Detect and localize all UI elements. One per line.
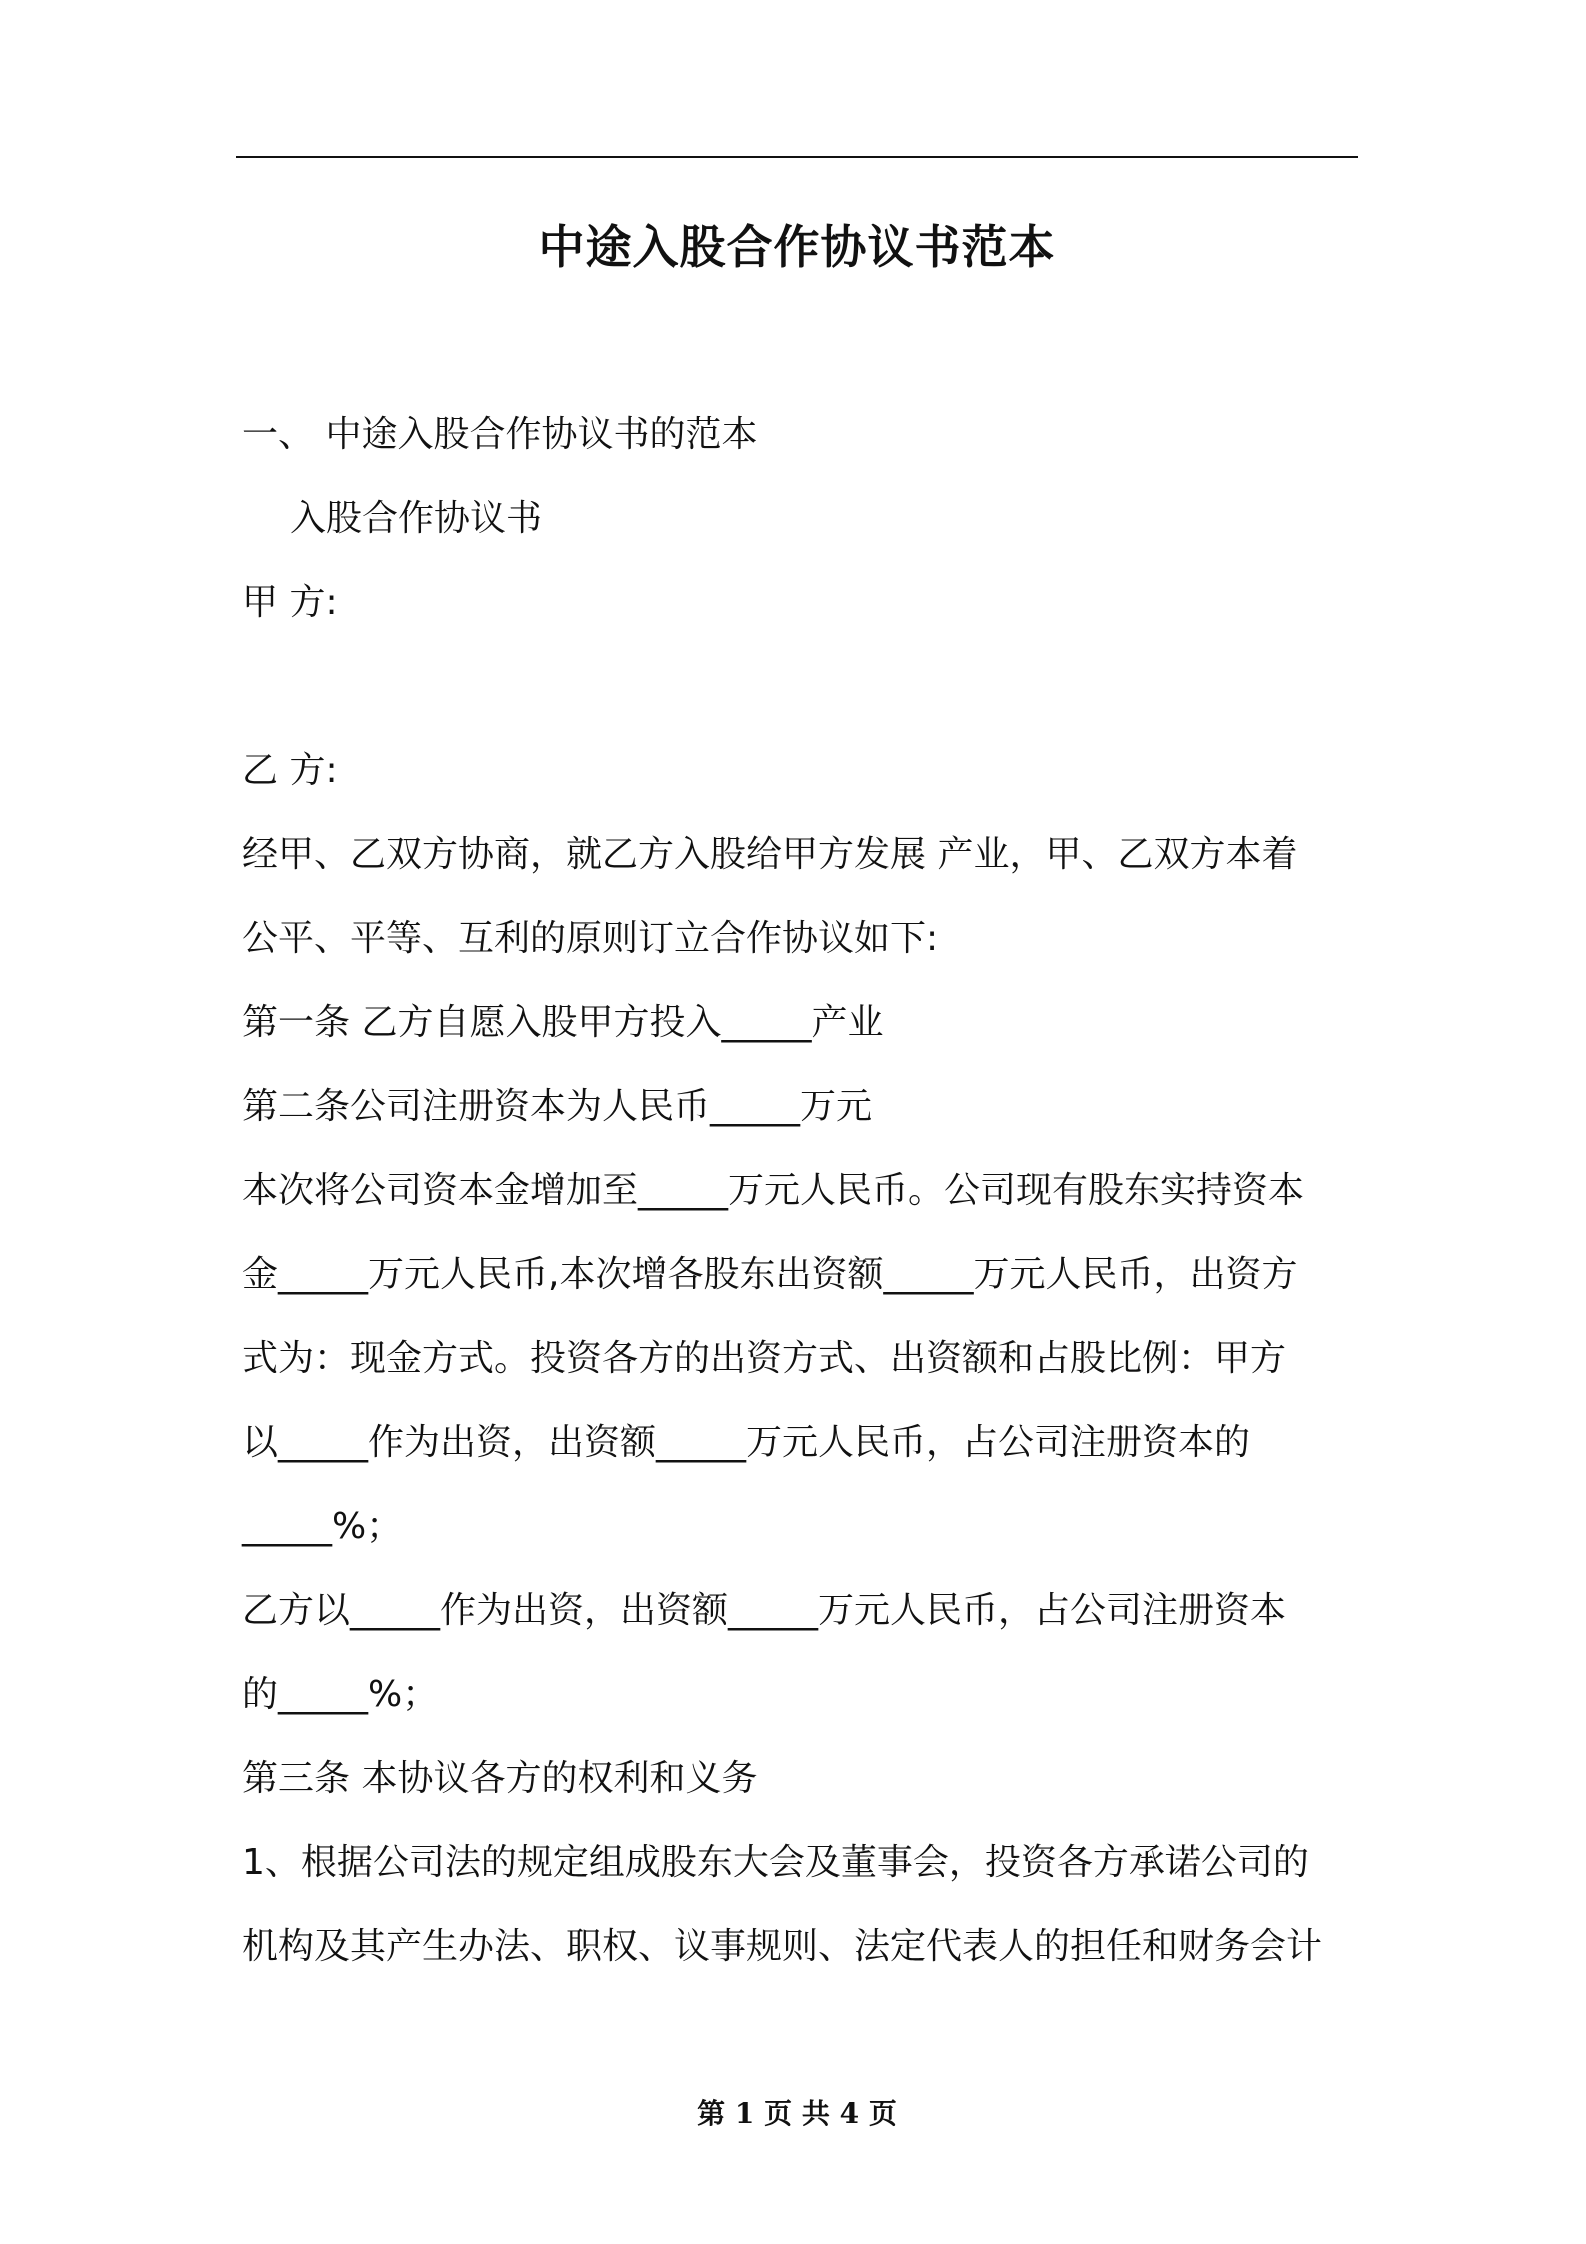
party-b-label: 乙 方: — [242, 750, 338, 791]
article-two: 第二条公司注册资本为人民币_____万元 — [242, 1086, 873, 1127]
article-three: 第三条 本协议各方的权利和义务 — [242, 1758, 758, 1799]
body-line: 本次将公司资本金增加至_____万元人民币。公司现有股东实持资本 — [242, 1170, 1305, 1211]
header-rule — [236, 156, 1358, 158]
body-line: 以_____作为出资，出资额_____万元人民币，占公司注册资本的 — [242, 1422, 1251, 1463]
body-line: 乙方以_____作为出资，出资额_____万元人民币，占公司注册资本 — [242, 1590, 1287, 1631]
body-line: 1、根据公司法的规定组成股东大会及董事会，投资各方承诺公司的 — [242, 1842, 1309, 1883]
page-indicator: 第 1 页 共 4 页 — [697, 2097, 897, 2130]
body-line: 经甲、乙双方协商，就乙方入股给甲方发展 产业，甲、乙双方本着 — [242, 834, 1298, 875]
body-line: 式为：现金方式。投资各方的出资方式、出资额和占股比例：甲方 — [242, 1338, 1287, 1379]
section-heading: 一、 中途入股合作协议书的范本 — [242, 414, 758, 455]
article-one: 第一条 乙方自愿入股甲方投入_____产业 — [242, 1002, 884, 1043]
body-line: 金_____万元人民币,本次增各股东出资额_____万元人民币，出资方 — [242, 1254, 1298, 1295]
document-title: 中途入股合作协议书范本 — [538, 220, 1056, 274]
body-line: 的_____%； — [242, 1674, 439, 1715]
body-line: 公平、平等、互利的原则订立合作协议如下: — [242, 918, 939, 959]
party-a-label: 甲 方: — [242, 582, 338, 623]
agreement-subtitle: 入股合作协议书 — [290, 498, 543, 539]
body-line: _____%； — [242, 1506, 403, 1547]
body-line: 机构及其产生办法、职权、议事规则、法定代表人的担任和财务会计 — [242, 1926, 1323, 1967]
